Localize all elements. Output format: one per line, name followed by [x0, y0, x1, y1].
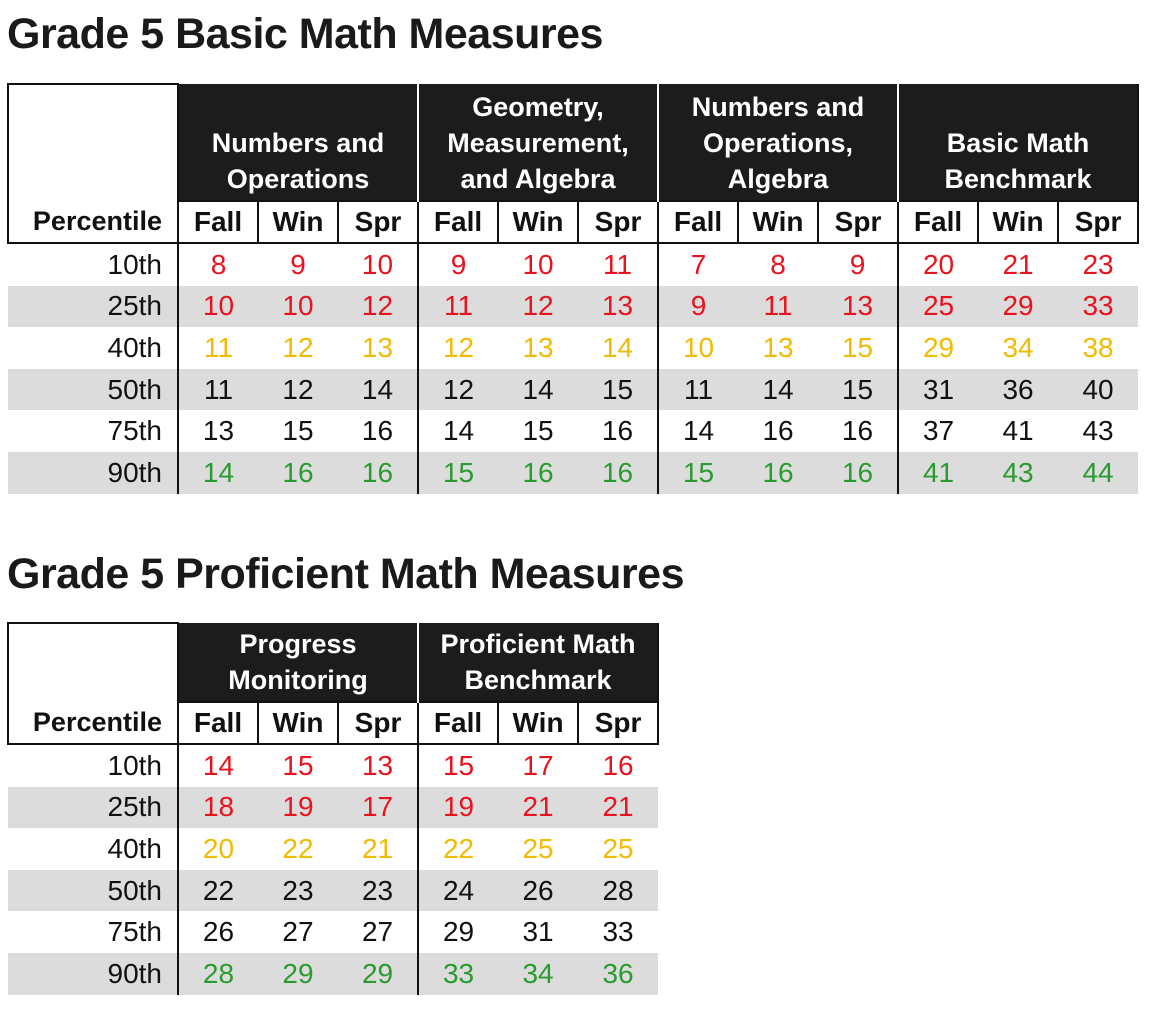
- value-cell: 15: [841, 331, 874, 363]
- percentile-label: 40th: [107, 331, 162, 363]
- percentile-header: Percentile: [8, 702, 178, 744]
- value-cell: 29: [258, 953, 338, 995]
- value-cell: 25: [602, 832, 634, 864]
- value-cell: 14: [178, 452, 258, 494]
- value-cell: 15: [418, 452, 498, 494]
- value-cell: 15: [522, 415, 554, 447]
- value-cell: 37: [898, 410, 978, 452]
- season-header-fall: Fall: [418, 201, 498, 243]
- table-row: [8, 828, 658, 870]
- group-header-basic-math-benchmark: Basic Math Benchmark: [898, 84, 1138, 201]
- value-cell: 23: [258, 870, 338, 912]
- basic-measures-table: [7, 83, 1139, 494]
- value-cell: 12: [498, 286, 578, 328]
- percentile-label: 90th: [8, 953, 178, 995]
- table-row: [8, 953, 658, 995]
- season-header-spr: Spr: [578, 201, 658, 243]
- value-cell: 11: [658, 369, 738, 411]
- corner-cell: [8, 623, 178, 702]
- value-cell: 19: [418, 787, 498, 829]
- value-cell: 40: [1058, 369, 1138, 411]
- value-cell: 17: [522, 749, 554, 781]
- table-row: [8, 911, 658, 953]
- value-cell: 15: [578, 369, 658, 411]
- value-cell: 29: [418, 911, 498, 953]
- value-cell: 41: [898, 452, 978, 494]
- group-header-row: [8, 84, 1138, 201]
- value-cell: 13: [522, 331, 554, 363]
- season-header-fall: Fall: [658, 201, 738, 243]
- value-cell: 11: [738, 286, 818, 328]
- value-cell: 14: [418, 410, 498, 452]
- basic-measures-title: Grade 5 Basic Math Measures: [7, 10, 603, 58]
- value-cell: 15: [658, 452, 738, 494]
- value-cell: 15: [282, 749, 314, 781]
- season-header-win: Win: [978, 201, 1058, 243]
- table-row: [8, 369, 1138, 411]
- value-cell: 31: [898, 369, 978, 411]
- value-cell: 15: [282, 415, 314, 447]
- value-cell: 16: [361, 415, 394, 447]
- value-cell: 23: [1082, 248, 1114, 280]
- group-header-numbers-and-operations: Numbers and Operations: [178, 84, 418, 201]
- value-cell: 14: [658, 410, 738, 452]
- value-cell: 16: [258, 452, 338, 494]
- value-cell: 26: [178, 911, 258, 953]
- value-cell: 21: [1002, 248, 1034, 280]
- percentile-label: 40th: [107, 832, 162, 864]
- value-cell: 10: [178, 286, 258, 328]
- value-cell: 28: [178, 953, 258, 995]
- value-cell: 10: [658, 327, 738, 369]
- value-cell: 16: [738, 452, 818, 494]
- group-header-numbers-and-operations-algebra: Numbers and Operations, Algebra: [658, 84, 898, 201]
- value-cell: 21: [498, 787, 578, 829]
- value-cell: 13: [178, 410, 258, 452]
- percentile-label: 10th: [107, 749, 162, 781]
- value-cell: 15: [818, 369, 898, 411]
- value-cell: 36: [578, 953, 658, 995]
- value-cell: 13: [578, 286, 658, 328]
- value-cell: 12: [258, 369, 338, 411]
- value-cell: 16: [841, 415, 874, 447]
- value-cell: 10: [522, 248, 554, 280]
- value-cell: 17: [338, 787, 418, 829]
- value-cell: 26: [498, 870, 578, 912]
- value-cell: 12: [418, 369, 498, 411]
- season-header-spr: Spr: [338, 201, 418, 243]
- value-cell: 9: [418, 243, 498, 286]
- table-row: [8, 243, 1138, 286]
- value-cell: 7: [658, 243, 738, 286]
- season-header-win: Win: [258, 201, 338, 243]
- value-cell: 16: [762, 415, 794, 447]
- value-cell: 33: [418, 953, 498, 995]
- season-header-spr: Spr: [1058, 201, 1138, 243]
- value-cell: 16: [601, 415, 634, 447]
- value-cell: 12: [418, 327, 498, 369]
- value-cell: 34: [1002, 331, 1034, 363]
- percentile-label: 75th: [107, 415, 162, 447]
- percentile-label: 90th: [8, 452, 178, 494]
- season-header-fall: Fall: [178, 201, 258, 243]
- value-cell: 14: [178, 744, 258, 787]
- table-row: [8, 744, 658, 787]
- group-header-proficient-math-benchmark: Proficient Math Benchmark: [418, 623, 658, 702]
- value-cell: 11: [602, 248, 633, 280]
- value-cell: 25: [898, 286, 978, 328]
- value-cell: 13: [361, 749, 394, 781]
- value-cell: 25: [522, 832, 554, 864]
- value-cell: 36: [978, 369, 1058, 411]
- value-cell: 16: [498, 452, 578, 494]
- value-cell: 16: [602, 749, 634, 781]
- percentile-label: 50th: [8, 870, 178, 912]
- value-cell: 16: [338, 452, 418, 494]
- value-cell: 24: [418, 870, 498, 912]
- value-cell: 22: [178, 870, 258, 912]
- percentile-header: Percentile: [8, 201, 178, 243]
- table-row: [8, 870, 658, 912]
- season-header-win: Win: [498, 201, 578, 243]
- value-cell: 44: [1058, 452, 1138, 494]
- season-header-win: Win: [498, 702, 578, 744]
- value-cell: 21: [578, 787, 658, 829]
- table-row: [8, 452, 1138, 494]
- table-row: [8, 787, 658, 829]
- value-cell: 22: [418, 828, 498, 870]
- value-cell: 18: [178, 787, 258, 829]
- table-row: [8, 327, 1138, 369]
- value-cell: 13: [818, 286, 898, 328]
- proficient-measures-title: Grade 5 Proficient Math Measures: [7, 550, 684, 598]
- value-cell: 10: [361, 248, 394, 280]
- percentile-label: 25th: [8, 286, 178, 328]
- season-header-row: [8, 201, 1138, 243]
- value-cell: 14: [738, 369, 818, 411]
- percentile-label: 25th: [8, 787, 178, 829]
- value-cell: 20: [178, 828, 258, 870]
- value-cell: 21: [361, 832, 394, 864]
- value-cell: 28: [578, 870, 658, 912]
- season-header-spr: Spr: [338, 702, 418, 744]
- value-cell: 14: [338, 369, 418, 411]
- season-header-row: [8, 702, 658, 744]
- value-cell: 22: [282, 832, 314, 864]
- season-header-fall: Fall: [418, 702, 498, 744]
- value-cell: 23: [338, 870, 418, 912]
- season-header-win: Win: [258, 702, 338, 744]
- proficient-measures-table: [7, 622, 659, 995]
- table-row: [8, 410, 1138, 452]
- value-cell: 11: [178, 369, 258, 411]
- value-cell: 8: [178, 243, 258, 286]
- value-cell: 31: [522, 916, 554, 948]
- value-cell: 33: [1058, 286, 1138, 328]
- season-header-spr: Spr: [578, 702, 658, 744]
- value-cell: 8: [770, 248, 786, 280]
- value-cell: 14: [498, 369, 578, 411]
- value-cell: 9: [849, 248, 866, 280]
- value-cell: 20: [898, 243, 978, 286]
- percentile-label: 10th: [107, 248, 162, 280]
- corner-cell: [8, 84, 178, 201]
- value-cell: 13: [361, 331, 394, 363]
- value-cell: 19: [258, 787, 338, 829]
- value-cell: 16: [818, 452, 898, 494]
- value-cell: 12: [282, 331, 314, 363]
- value-cell: 11: [418, 286, 498, 328]
- season-header-fall: Fall: [178, 702, 258, 744]
- season-header-fall: Fall: [898, 201, 978, 243]
- percentile-label: 50th: [8, 369, 178, 411]
- value-cell: 29: [898, 327, 978, 369]
- group-header-geometry-measurement-and-algebra: Geometry, Measurement, and Algebra: [418, 84, 658, 201]
- value-cell: 27: [361, 916, 394, 948]
- value-cell: 9: [658, 286, 738, 328]
- value-cell: 33: [602, 916, 634, 948]
- value-cell: 38: [1082, 331, 1114, 363]
- group-header-row: [8, 623, 658, 702]
- value-cell: 15: [418, 744, 498, 787]
- table-row: [8, 286, 1138, 328]
- value-cell: 43: [978, 452, 1058, 494]
- value-cell: 9: [290, 248, 306, 280]
- value-cell: 16: [578, 452, 658, 494]
- value-cell: 14: [601, 331, 634, 363]
- group-header-progress-monitoring: Progress Monitoring: [178, 623, 418, 702]
- value-cell: 41: [1002, 415, 1034, 447]
- value-cell: 10: [258, 286, 338, 328]
- value-cell: 43: [1082, 415, 1114, 447]
- value-cell: 29: [978, 286, 1058, 328]
- value-cell: 12: [338, 286, 418, 328]
- season-header-win: Win: [738, 201, 818, 243]
- value-cell: 27: [282, 916, 314, 948]
- value-cell: 29: [338, 953, 418, 995]
- value-cell: 11: [178, 327, 258, 369]
- percentile-label: 75th: [107, 916, 162, 948]
- season-header-spr: Spr: [818, 201, 898, 243]
- value-cell: 13: [762, 331, 794, 363]
- value-cell: 34: [498, 953, 578, 995]
